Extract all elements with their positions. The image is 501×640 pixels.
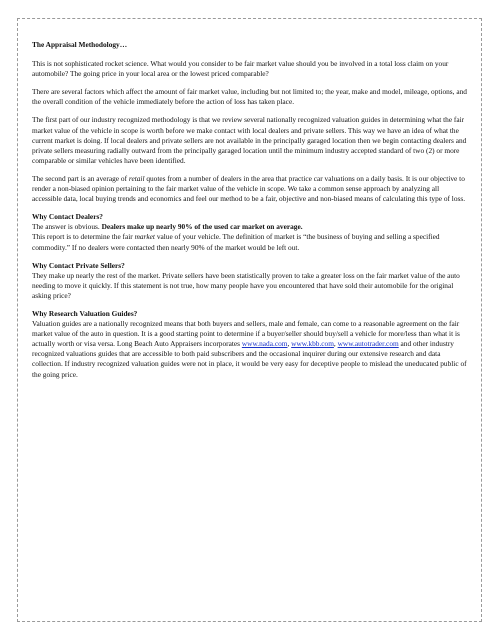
kbb-link[interactable]: www.kbb.com bbox=[291, 339, 334, 349]
document-page bbox=[17, 18, 482, 622]
section-valuation-guides bbox=[32, 309, 469, 380]
second-part-text-post: quotes from a number of dealers in the area that practice car valuations on a daily basis. It is our objective to render a non-biased opinion pertaining to the fair market value of the vehicle in scope. We take a common sense approach by analyzing all accessible data, local buying trends and economics and feel our method to be a fair, objective and non-biased means of calculating this type of loss. bbox=[32, 173, 466, 204]
section-private-sellers bbox=[32, 261, 469, 301]
valuation-guides-heading: Why Research Valuation Guides? bbox=[32, 308, 138, 318]
guides-text-pre: Valuation guides are a nationally recognized means that both buyers and sellers, male and female, can come to a reasonable agreement on the fair market value of the auto in question. It is a good starting point to determine if a buyer/seller should buy/sell a vehicle for more/less than what it is actually worth or visa versa. Long Beach Auto Appraisers incorporates bbox=[32, 319, 460, 349]
dealers-line-2-post: value of your vehicle. The definition of market is “the business of buying and selling a specified commodity.” If no dealers were contacted then nearly 90% of the market would be left out. bbox=[32, 232, 440, 252]
retail-emphasis: retail bbox=[128, 173, 145, 183]
link-separator: , bbox=[287, 339, 292, 349]
valuation-guides-text bbox=[32, 319, 469, 380]
market-emphasis: market bbox=[134, 232, 155, 242]
intro-paragraph: This is not sophisticated rocket science. What would you consider to be fair market value should you be involved in a total loss claim on your automobile? The going price in your local area or the lowest priced comparable? bbox=[32, 59, 449, 79]
private-sellers-heading: Why Contact Private Sellers? bbox=[32, 260, 125, 270]
dealers-bold-statement: Dealers make up nearly 90% of the used car market on average. bbox=[101, 222, 303, 232]
second-part-paragraph bbox=[32, 174, 469, 204]
autotrader-link[interactable]: www.autotrader.com bbox=[337, 339, 399, 349]
dealers-line-2 bbox=[32, 232, 469, 252]
dealers-line-2-pre: This report is to determine the fair bbox=[32, 232, 135, 242]
second-part-text-pre: The second part is an average of bbox=[32, 173, 129, 183]
factors-paragraph: There are several factors which affect the amount of fair market value, including but not limited to; the year, make and model, mileage, options, and the overall condition of the vehicle immediately before the action of loss has taken place. bbox=[32, 87, 467, 107]
dealers-line-1-pre: The answer is obvious. bbox=[32, 222, 102, 232]
link-separator: , bbox=[333, 339, 338, 349]
document-body bbox=[32, 40, 469, 388]
private-sellers-text: They make up nearly the rest of the market. Private sellers have been statistically proven to take a greater loss on the fair market value of the auto needing to move it quickly. If this statement is not true, how many people have you encountered that have sold their automobile for the original asking price? bbox=[32, 270, 460, 300]
dealers-line-1 bbox=[32, 222, 469, 232]
dealers-heading: Why Contact Dealers? bbox=[32, 212, 103, 222]
document-title: The Appraisal Methodology… bbox=[32, 40, 128, 49]
first-part-paragraph: The first part of our industry recognized methodology is that we review several nationally recognized valuation guides in determining what the fair market value of the vehicle in scope is worth before we make contact with local dealers and private sellers. This way we have an idea of what the current market is doing. If local dealers and private sellers are not available in the principally garaged location then we begin contacting dealers and private sellers measuring radially outward from the principally garaged location until the minimum industry accepted standard of two (2) or more comparable or similar vehicles have been identified. bbox=[32, 115, 467, 165]
section-dealers bbox=[32, 212, 469, 252]
guides-text-post: and other industry recognized valuations guides that are accessible to both paid subscribers and the occasional inquirer during our extensive research and data collection. If industry recognized valuation guides were not in place, it would be very easy for deceptive people to mislead the uneducated public of the going price. bbox=[32, 339, 467, 379]
nada-link[interactable]: www.nada.com bbox=[241, 339, 288, 349]
